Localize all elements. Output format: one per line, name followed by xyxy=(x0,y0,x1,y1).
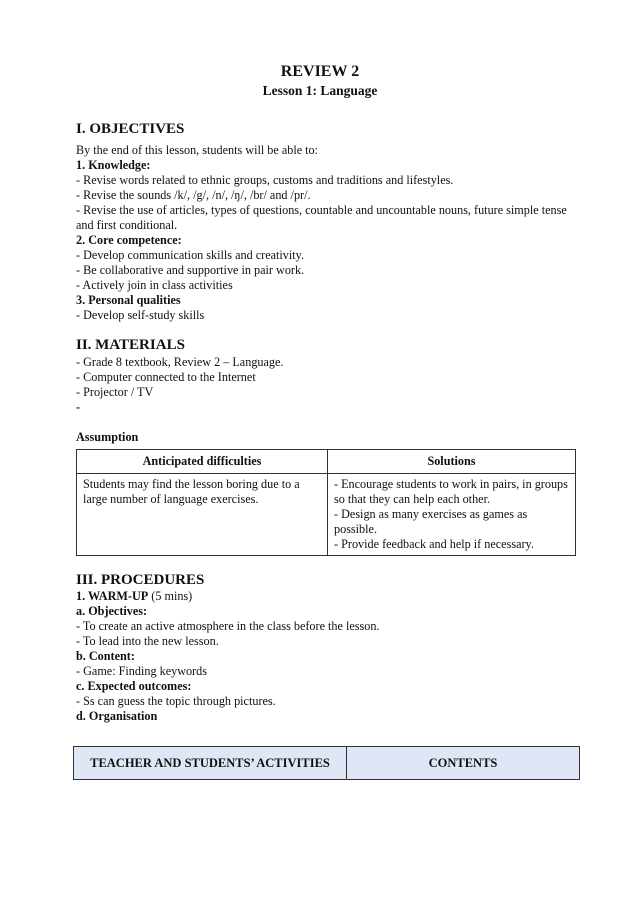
competence-item: - Actively join in class activities xyxy=(76,278,233,292)
solution-item: - Encourage students to work in pairs, in groups so that they can help each other. xyxy=(334,477,568,506)
procedures-heading: III. PROCEDURES xyxy=(76,572,205,588)
warmup-time: (5 mins) xyxy=(148,589,193,603)
assumption-label: Assumption xyxy=(76,430,139,444)
warmup-objective-item: - To create an active atmosphere in the class before the lesson. xyxy=(76,619,380,633)
materials-heading: II. MATERIALS xyxy=(76,337,185,353)
table-row xyxy=(77,474,576,556)
warmup-content-item: - Game: Finding keywords xyxy=(76,664,207,678)
assumption-header-row xyxy=(77,450,576,474)
solution-item: - Provide feedback and help if necessary. xyxy=(334,537,534,551)
competence-item: - Develop communication skills and creativity. xyxy=(76,248,305,262)
knowledge-item: - Revise the sounds /k/, /g/, /n/, /ŋ/, /br/ and /pr/. xyxy=(76,188,311,202)
document-header xyxy=(0,62,640,99)
solution-item: - Design as many exercises as games as possible. xyxy=(334,507,528,536)
materials-item: - xyxy=(76,400,81,414)
qualities-item: - Develop self-study skills xyxy=(76,308,205,322)
warmup-organisation-heading: d. Organisation xyxy=(76,709,158,723)
competence-item: - Be collaborative and supportive in pair work. xyxy=(76,263,305,277)
warmup-outcomes-heading: c. Expected outcomes: xyxy=(76,679,192,693)
solutions-cell xyxy=(328,474,576,556)
assumption-col-difficulties: Anticipated difficulties xyxy=(77,450,328,474)
knowledge-heading: 1. Knowledge: xyxy=(76,158,151,172)
warmup-outcome-item: - Ss can guess the topic through pictures. xyxy=(76,694,276,708)
warmup-heading: 1. WARM-UP xyxy=(76,589,149,603)
warmup-objective-item: - To lead into the new lesson. xyxy=(76,634,219,648)
knowledge-item: - Revise words related to ethnic groups, customs and traditions and lifestyles. xyxy=(76,173,454,187)
document-body xyxy=(76,120,576,724)
assumption-table xyxy=(76,449,576,556)
document-subtitle: Lesson 1: Language xyxy=(262,83,378,98)
warmup-line xyxy=(76,589,576,604)
activities-header-row xyxy=(74,747,580,780)
difficulty-cell: Students may find the lesson boring due to a large number of language exercises. xyxy=(77,474,328,556)
knowledge-item: - Revise the use of articles, types of questions, countable and uncountable nouns, future simple tense and first conditional. xyxy=(76,203,570,232)
competence-heading: 2. Core competence: xyxy=(76,233,182,247)
materials-item: - Projector / TV xyxy=(76,385,154,399)
assumption-col-solutions: Solutions xyxy=(328,450,576,474)
materials-item: - Grade 8 textbook, Review 2 – Language. xyxy=(76,355,284,369)
qualities-heading: 3. Personal qualities xyxy=(76,293,181,307)
activities-col-contents: CONTENTS xyxy=(347,747,580,780)
warmup-content-heading: b. Content: xyxy=(76,649,135,663)
activities-col-teacher-students: TEACHER AND STUDENTS’ ACTIVITIES xyxy=(74,747,347,780)
objectives-heading: I. OBJECTIVES xyxy=(76,121,185,137)
warmup-objectives-heading: a. Objectives: xyxy=(76,604,148,618)
materials-item: - Computer connected to the Internet xyxy=(76,370,256,384)
activities-table xyxy=(73,746,580,780)
objectives-intro: By the end of this lesson, students will be able to: xyxy=(76,143,319,157)
document-title: REVIEW 2 xyxy=(280,63,360,80)
